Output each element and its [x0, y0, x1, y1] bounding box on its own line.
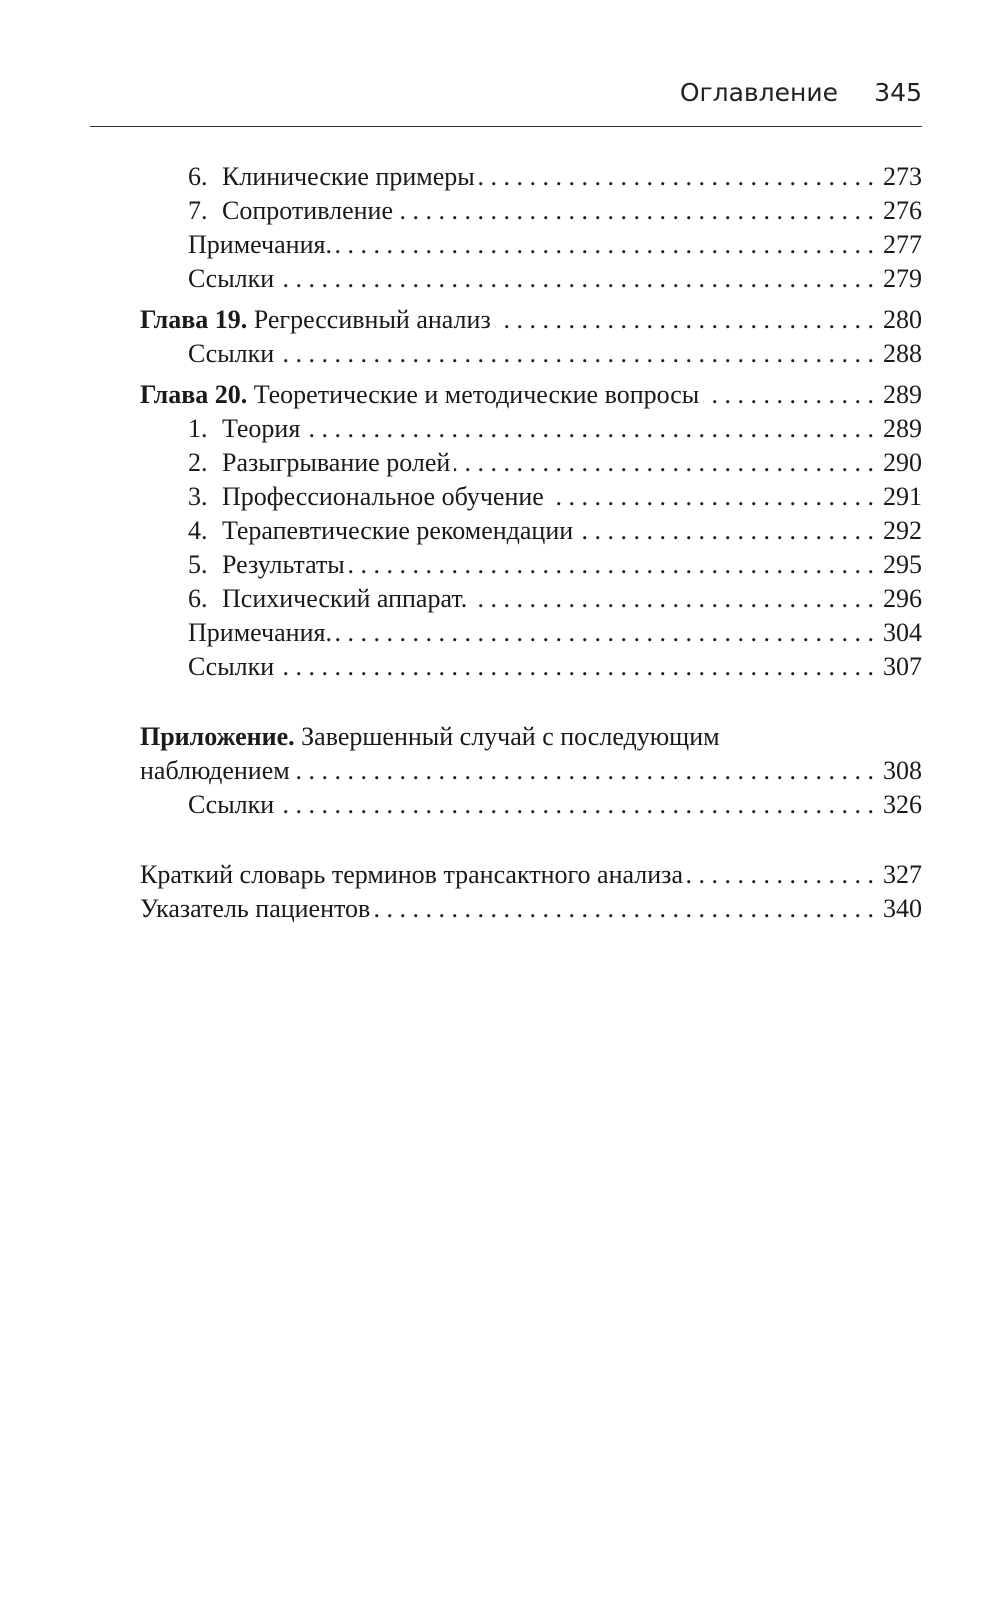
toc-entry-page: 276 — [883, 196, 922, 225]
back-matter-entry — [140, 858, 922, 892]
toc-entry-title: Примечания. — [188, 618, 332, 647]
toc-entry-title: Клинические примеры — [222, 162, 475, 191]
dot-leader — [471, 582, 874, 616]
running-head-title: Оглавление — [679, 78, 838, 107]
toc-entry-page: 308 — [883, 756, 922, 785]
toc-entry-title: Ссылки — [188, 264, 275, 293]
toc-entry-title: Профессиональное обучение — [222, 482, 544, 511]
toc-entry-title: Регрессивный анализ — [253, 305, 491, 334]
toc-entry-page: 292 — [883, 516, 922, 545]
chapter-label: Глава 20. — [140, 380, 248, 409]
toc-entry-number: 3. — [188, 482, 208, 511]
dot-leader — [687, 858, 874, 892]
toc-entry-page: 327 — [883, 860, 922, 889]
toc-entry-number: 5. — [188, 550, 208, 579]
dot-leader — [397, 194, 874, 228]
toc-entry — [188, 194, 922, 228]
toc-entry — [188, 616, 922, 650]
toc-entry — [188, 514, 922, 548]
dot-leader — [374, 892, 874, 926]
toc-entry — [188, 412, 922, 446]
appendix-title-line1: Завершенный случай с последующим — [301, 722, 720, 751]
toc-entry-title: Указатель пациентов — [140, 894, 371, 923]
toc-entry — [188, 548, 922, 582]
chapter-label: Глава 19. — [140, 305, 248, 334]
toc-chapter-entry — [140, 378, 922, 412]
dot-leader — [336, 228, 874, 262]
page-header — [90, 74, 922, 127]
dot-leader — [495, 303, 874, 337]
running-head-page-number: 345 — [874, 78, 922, 107]
toc-entry-title: Теория — [222, 414, 301, 443]
dot-leader — [548, 480, 874, 514]
dot-leader — [703, 378, 874, 412]
toc-entry-number: 1. — [188, 414, 208, 443]
toc-entry-title: Разыгрывание ролей — [222, 448, 451, 477]
toc-entry-title: Ссылки — [188, 339, 275, 368]
toc-entry-page: 288 — [883, 339, 922, 368]
toc-entry-number: 7. — [188, 196, 208, 225]
toc-entry-title: Терапевтические рекомендации — [222, 516, 574, 545]
toc-entry — [188, 160, 922, 194]
toc-entry-title: Ссылки — [188, 790, 275, 819]
toc-entry-number: 4. — [188, 516, 208, 545]
dot-leader — [454, 446, 874, 480]
toc-entry-title: Примечания. — [188, 230, 332, 259]
toc-entry — [188, 262, 922, 296]
dot-leader — [479, 160, 874, 194]
toc-entry-page: 277 — [883, 230, 922, 259]
toc-entry-number: 2. — [188, 448, 208, 477]
dot-leader — [336, 616, 874, 650]
toc-entry-page: 289 — [883, 380, 922, 409]
toc-entry-number: 6. — [188, 584, 208, 613]
toc-entry — [188, 446, 922, 480]
back-matter-entry — [140, 892, 922, 926]
toc-entry-page: 340 — [883, 894, 922, 923]
toc-entry-title: Психический аппарат. — [222, 584, 468, 613]
toc-entry — [188, 788, 922, 822]
toc-entry-number: 6. — [188, 162, 208, 191]
toc-entry — [188, 582, 922, 616]
dot-leader — [294, 754, 874, 788]
toc-entry-page: 289 — [883, 414, 922, 443]
dot-leader — [304, 412, 874, 446]
toc-entry-page: 291 — [883, 482, 922, 511]
dot-leader — [278, 788, 874, 822]
appendix-entry-first-line — [140, 720, 922, 754]
toc-entry-title: Краткий словарь терминов трансактного анализа — [140, 860, 683, 889]
toc-entry-page: 273 — [883, 162, 922, 191]
toc-entry — [188, 650, 922, 684]
toc-entry — [188, 480, 922, 514]
dot-leader — [278, 262, 874, 296]
toc-entry-page: 280 — [883, 305, 922, 334]
toc-entry-title: Сопротивление — [222, 196, 394, 225]
toc-entry-page: 307 — [883, 652, 922, 681]
dot-leader — [278, 650, 874, 684]
toc-entry-title: Теоретические и методические вопросы — [253, 380, 700, 409]
appendix-label: Приложение. — [140, 722, 295, 751]
dot-leader — [349, 548, 874, 582]
toc-entry-page: 295 — [883, 550, 922, 579]
toc-entry — [188, 228, 922, 262]
appendix-title-line2: наблюдением — [140, 756, 290, 785]
toc-entry-page: 279 — [883, 264, 922, 293]
toc-entry — [188, 337, 922, 371]
toc-entry-page: 304 — [883, 618, 922, 647]
toc-entry-page: 290 — [883, 448, 922, 477]
toc-entry-title: Ссылки — [188, 652, 275, 681]
toc-entry-page: 326 — [883, 790, 922, 819]
toc-chapter-entry — [140, 303, 922, 337]
toc-entry-title: Результаты — [222, 550, 345, 579]
toc-entry-page: 296 — [883, 584, 922, 613]
dot-leader — [577, 514, 874, 548]
appendix-entry-second-line — [140, 754, 922, 788]
dot-leader — [278, 337, 874, 371]
